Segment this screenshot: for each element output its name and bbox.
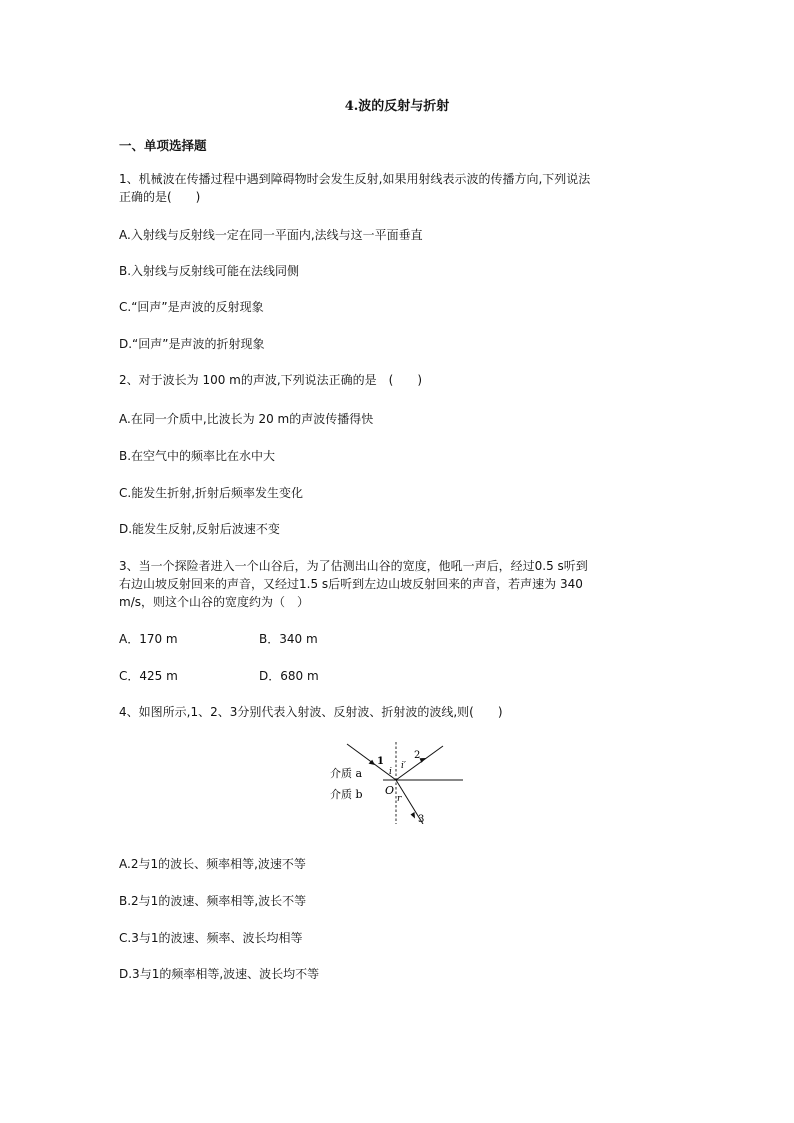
q3-option-b: B．340 m [259,632,318,646]
label-ray-1: 1 [377,756,384,767]
q4-option-c: C.3与1的波速、频率、波长均相等 [119,931,303,945]
section-heading: 一、单项选择题 [119,138,207,153]
q3-stem-line3: m/s，则这个山谷的宽度约为（ ） [119,595,309,609]
q4-option-a: A.2与1的波长、频率相等,波速不等 [119,857,306,871]
q2-option-b: B.在空气中的频率比在水中大 [119,449,276,463]
q2-option-a: A.在同一介质中,比波长为 20 m的声波传播得快 [119,412,374,426]
q3-stem-line2: 右边山坡反射回来的声音，又经过1.5 s后听到左边山坡反射回来的声音，若声速为 340 [119,577,583,591]
q2-option-c: C.能发生折射,折射后频率发生变化 [119,486,304,500]
label-origin: O [385,784,395,797]
q2-stem: 2、对于波长为 100 m的声波,下列说法正确的是 ( ) [119,373,423,387]
q3-options-row2 [119,667,319,684]
label-angle-i-prime: i′ [401,761,406,771]
q3-options-row1 [119,630,318,647]
q1-option-b: B.入射线与反射线可能在法线同侧 [119,264,300,278]
q4-stem: 4、如图所示,1、2、3分别代表入射波、反射波、折射波的波线,则( ) [119,705,503,719]
q3-option-a: A．170 m [119,632,178,646]
q1-option-d: D.“回声”是声波的折射现象 [119,337,265,351]
label-medium-b: 介质 b [330,788,363,801]
reflection-refraction-diagram [325,742,465,824]
q4-option-b: B.2与1的波速、频率相等,波长不等 [119,894,307,908]
q3-option-d: D．680 m [259,669,319,683]
q1-stem-line2: 正确的是( ) [119,190,201,204]
q4-option-d: D.3与1的频率相等,波速、波长均不等 [119,967,320,981]
label-angle-r: r [397,794,402,804]
label-medium-a: 介质 a [330,767,363,780]
refracted-arrow-icon [411,812,416,819]
q1-option-c: C.“回声”是声波的反射现象 [119,300,264,314]
label-angle-i: i [389,767,392,777]
label-ray-3: 3 [418,814,425,824]
label-ray-2: 2 [414,750,421,761]
q1-option-a: A.入射线与反射线一定在同一平面内,法线与这一平面垂直 [119,228,423,242]
q3-stem-line1: 3、当一个探险者进入一个山谷后，为了估测出山谷的宽度，他吼一声后，经过0.5 s听到 [119,559,588,573]
q3-option-c: C．425 m [119,669,178,683]
q1-stem-line1: 1、机械波在传播过程中遇到障碍物时会发生反射,如果用射线表示波的传播方向,下列说法 [119,172,591,186]
q2-option-d: D.能发生反射,反射后波速不变 [119,522,280,536]
page-title: 4.波的反射与折射 [344,99,450,114]
